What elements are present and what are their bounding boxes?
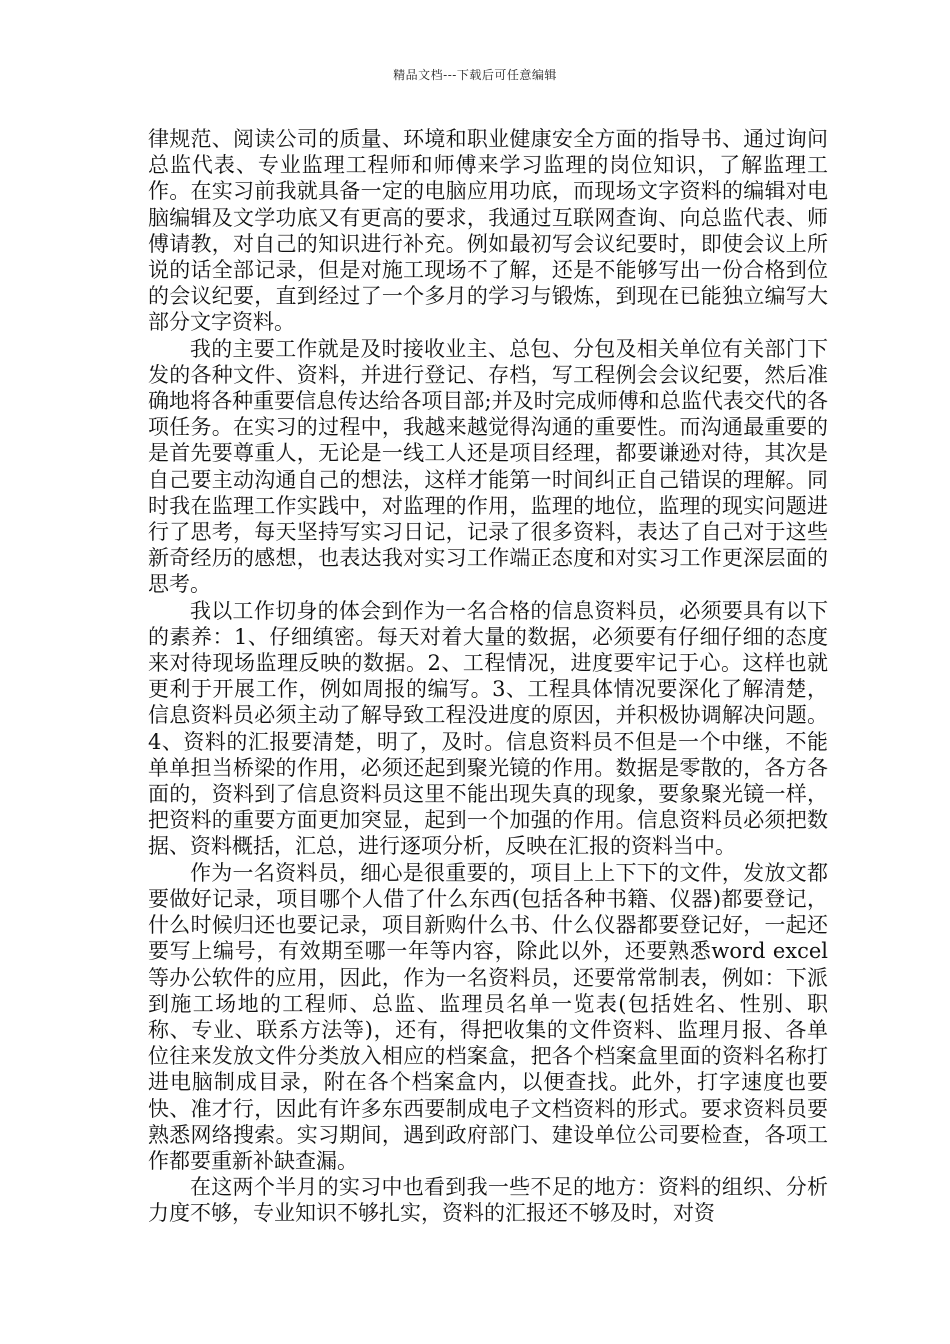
paragraph-2: 我的主要工作就是及时接收业主、总包、分包及相关单位有关部门下发的各种文件、资料，并进行登记、存档，写工程例会会议纪要，然后准确地将各种重要信息传达给各项目部;并及时完成师傅和总监代表交代的各项任务。在实习的过程中，我越来越觉得沟通的重要性。而沟通最重要的是首先要尊重人，无论是一线工人还是项目经理，都要谦逊对待，其次是自己要主动沟通自己的想法，这样才能第一时间纠正自己错误的理解。同时我在监理工作实践中，对监理的作用，监理的地位，监理的现实问题进行了思考，每天坚持写实习日记，记录了很多资料，表达了自己对于这些新奇经历的感想，也表达我对实习工作端正态度和对实习工作更深层面的思考。 <box>148 336 828 597</box>
paragraph-3: 我以工作切身的体会到作为一名合格的信息资料员，必须要具有以下的素养：1、仔细缜密。每天对着大量的数据，必须要有仔细仔细的态度来对待现场监理反映的数据。2、工程情况，进度要牢记于心。这样也就更利于开展工作，例如周报的编写。3、工程具体情况要深化了解清楚，信息资料员必须主动了解导致工程没进度的原因，并积极协调解决问题。4、资料的汇报要清楚，明了，及时。信息资料员不但是一个中继，不能单单担当桥梁的作用，必须还起到聚光镜的作用。数据是零散的，各方各面的，资料到了信息资料员这里不能出现失真的现象，要象聚光镜一样，把资料的重要方面更加突显，起到一个加强的作用。信息资料员必须把数据、资料概括，汇总，进行逐项分析，反映在汇报的资料当中。 <box>148 598 828 859</box>
paragraph-5: 在这两个半月的实习中也看到我一些不足的地方：资料的组织、分析力度不够，专业知识不够扎实，资料的汇报还不够及时，对资 <box>148 1175 828 1226</box>
paragraph-1: 律规范、阅读公司的质量、环境和职业健康安全方面的指导书、通过询问总监代表、专业监理工程师和师傅来学习监理的岗位知识，了解监理工作。在实习前我就具备一定的电脑应用功底，而现场文字资料的编辑对电脑编辑及文学功底又有更高的要求，我通过互联网查询、向总监代表、师傅请教，对自己的知识进行补充。例如最初写会议纪要时，即使会议上所说的话全部记录，但是对施工现场不了解，还是不能够写出一份合格到位的会议纪要，直到经过了一个多月的学习与锻炼，到现在已能独立编写大部分文字资料。 <box>148 127 828 335</box>
document-body <box>148 126 828 1227</box>
page-header: 精品文档---下载后可任意编辑 <box>393 68 557 82</box>
paragraph-4: 作为一名资料员，细心是很重要的，项目上上下下的文件，发放文都要做好记录，项目哪个人借了什么东西(包括各种书籍、仪器)都要登记，什么时候归还也要记录，项目新购什么书、什么仪器都要登记好，一起还要写上编号，有效期至哪一年等内容，除此以外，还要熟悉word excel等办公软件的应用，因此，作为一名资料员，还要常常制表，例如：下派到施工场地的工程师、总监、监理员名单一览表(包括姓名、性别、职称、专业、联系方法等)，还有，得把收集的文件资料、监理月报、各单位往来发放文件分类放入相应的档案盒，把各个档案盒里面的资料名称打进电脑制成目录，附在各个档案盒内，以便查找。此外，打字速度也要快、准才行，因此有许多东西要制成电子文档资料的形式。要求资料员要熟悉网络搜索。实习期间，遇到政府部门、建设单位公司要检查，各项工作都要重新补缺查漏。 <box>148 860 828 1173</box>
